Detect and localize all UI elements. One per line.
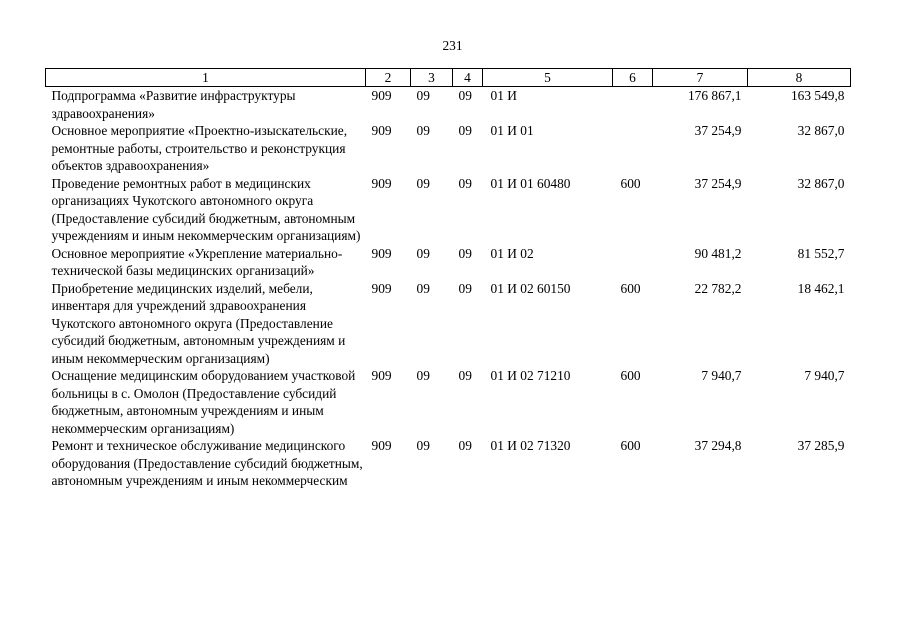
row-grbs: 909 [371, 123, 392, 138]
row-name: Приобретение медицинских изделий, мебели, инвентаря для учреждений здравоохранения Чукотского автономного округа (Предоставление субсидий бюджетным, автономным учреждениям и иным некоммерческим организациям) [51, 280, 346, 366]
row-grbs: 909 [371, 88, 392, 103]
row-sum-1: 176 867,1 [687, 88, 742, 103]
row-vr: 600 [620, 175, 641, 191]
row-pr: 09 [458, 123, 472, 138]
table-row [46, 87, 851, 123]
row-rz: 09 [416, 368, 430, 383]
row-pr: 09 [458, 280, 472, 296]
row-grbs: 909 [371, 368, 392, 383]
table-row [46, 122, 851, 175]
budget-table [45, 68, 851, 490]
table-row [46, 175, 851, 245]
row-csr: 01 И 02 60150 [490, 280, 571, 296]
row-vr: 600 [620, 280, 641, 296]
table-body [46, 87, 851, 490]
row-pr: 09 [458, 88, 472, 103]
row-rz: 09 [416, 438, 430, 453]
table-row [46, 280, 851, 368]
table-header [46, 69, 851, 87]
row-vr [613, 122, 653, 175]
row-sum-2: 32 867,0 [797, 175, 845, 191]
page-number: 231 [442, 38, 463, 53]
row-name: Основное мероприятие «Укрепление материально-технической базы медицинских организаций» [51, 245, 343, 278]
row-name: Подпрограмма «Развитие инфраструктуры здравоохранения» [51, 88, 296, 121]
row-pr: 09 [458, 175, 472, 191]
row-grbs: 909 [371, 245, 392, 261]
row-rz: 09 [416, 245, 430, 261]
row-sum-1: 37 294,8 [694, 438, 742, 453]
row-pr: 09 [458, 368, 472, 383]
row-rz: 09 [416, 175, 430, 191]
header-col-6: 6 [613, 69, 653, 87]
row-grbs: 909 [371, 438, 392, 453]
row-pr: 09 [458, 245, 472, 261]
row-name: Ремонт и техническое обслуживание медицинского оборудования (Предоставление субсидий бюджетным, автономным учреждениям и иным некоммерческим [51, 438, 363, 488]
row-rz: 09 [416, 88, 430, 103]
row-vr [613, 87, 653, 123]
row-csr: 01 И [490, 88, 517, 103]
header-col-7: 7 [653, 69, 748, 87]
row-csr: 01 И 02 71320 [490, 438, 571, 453]
row-rz: 09 [416, 280, 430, 296]
row-sum-1: 37 254,9 [694, 175, 742, 191]
row-name: Основное мероприятие «Проектно-изыскательские, ремонтные работы, строительство и реконструкция объектов здравоохранения» [51, 123, 348, 173]
row-sum-2: 81 552,7 [797, 245, 845, 261]
row-vr: 600 [620, 368, 641, 383]
row-sum-1: 22 782,2 [694, 280, 742, 296]
header-col-8: 8 [748, 69, 851, 87]
row-sum-2: 37 285,9 [797, 438, 845, 453]
header-col-1: 1 [46, 69, 366, 87]
row-name: Оснащение медицинским оборудованием участковой больницы в с. Омолон (Предоставление субсидий бюджетным, автономным учреждениям и иным некоммерческим организациям) [51, 368, 356, 436]
table-row [46, 437, 851, 490]
header-row [46, 69, 851, 87]
row-rz: 09 [416, 123, 430, 138]
row-sum-2: 32 867,0 [797, 123, 845, 138]
header-col-3: 3 [411, 69, 453, 87]
row-sum-1: 7 940,7 [701, 368, 742, 383]
row-grbs: 909 [371, 175, 392, 191]
row-pr: 09 [458, 438, 472, 453]
row-sum-2: 163 549,8 [790, 88, 845, 103]
row-grbs: 909 [371, 280, 392, 296]
row-vr: 600 [620, 438, 641, 453]
row-vr [613, 245, 653, 280]
row-csr: 01 И 01 [490, 123, 534, 138]
row-csr: 01 И 01 60480 [490, 175, 571, 191]
table-row [46, 245, 851, 280]
header-col-5: 5 [483, 69, 613, 87]
header-col-4: 4 [453, 69, 483, 87]
row-sum-2: 18 462,1 [797, 280, 845, 296]
row-sum-1: 37 254,9 [694, 123, 742, 138]
header-col-2: 2 [366, 69, 411, 87]
row-csr: 01 И 02 [490, 245, 534, 261]
row-sum-1: 90 481,2 [694, 245, 742, 261]
row-csr: 01 И 02 71210 [490, 368, 571, 383]
row-name: Проведение ремонтных работ в медицинских организациях Чукотского автономного округа (Предоставление субсидий бюджетным, автономным учреждениям и иным некоммерческим организациям) [51, 175, 361, 243]
row-sum-2: 7 940,7 [804, 368, 845, 383]
table-row [46, 367, 851, 437]
